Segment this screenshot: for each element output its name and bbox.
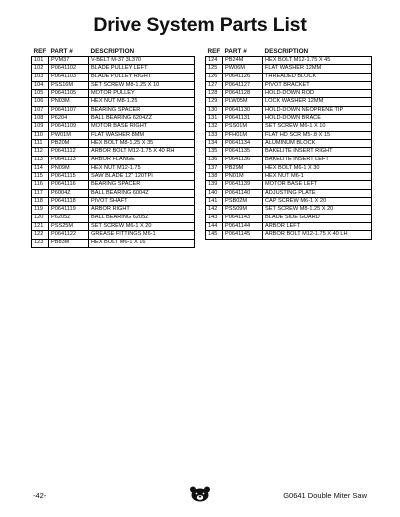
description-cell: HEX BOLT M6-1 X 16 [89,239,195,247]
description-cell: SET SCREW M8-1.25 X 10 [89,81,195,89]
ref-cell: 103 [32,73,49,81]
table-row [206,214,372,222]
description-cell: ADJUSTING PLATE [263,189,372,197]
part-number-cell: P0641109 [49,123,89,131]
description-cell: THREADED BLOCK [263,73,372,81]
table-row [32,123,195,131]
description-cell: GREASE FITTINGS M6-1 [89,231,195,239]
description-cell: BEARING SPACER [89,106,195,114]
description-cell: ARBOR BOLT M12-1.75 X 40 RH [89,148,195,156]
table-row [32,222,195,230]
description-cell: V-BELT M-37 3L370 [89,57,195,65]
ref-cell: 114 [32,164,49,172]
description-cell: MOTOR BASE RIGHT [89,123,195,131]
part-number-cell: P0641102 [49,65,89,73]
ref-cell: 135 [206,148,223,156]
part-number-cell: P0641128 [223,90,263,98]
part-number-cell: P0641122 [49,231,89,239]
description-cell: HEX NUT M6-1 [263,173,372,181]
header-part: PART # [223,45,263,57]
part-number-cell: P0641112 [49,148,89,156]
ref-cell: 117 [32,189,49,197]
description-cell: BALL BEARING 6204ZZ [89,115,195,123]
ref-cell: 110 [32,131,49,139]
header-part: PART # [49,45,89,57]
table-row [206,156,372,164]
table-row [32,106,195,114]
ref-cell: 132 [206,123,223,131]
ref-cell: 116 [32,181,49,189]
ref-cell: 104 [32,81,49,89]
ref-cell: 112 [32,148,49,156]
table-header-row [206,45,372,57]
part-number-cell: P0641116 [49,181,89,189]
table-row [32,181,195,189]
table-row [32,90,195,98]
ref-cell: 145 [206,231,223,239]
ref-cell: 130 [206,106,223,114]
parts-table-right [205,45,372,240]
table-row [32,239,195,247]
ref-cell: 129 [206,98,223,106]
ref-cell: 133 [206,131,223,139]
part-number-cell: PW06M [223,65,263,73]
description-cell: LOCK WASHER 12MM [263,98,372,106]
description-cell: FLAT WASHER 12MM [263,65,372,73]
description-cell: PIVOT SHAFT [89,198,195,206]
description-cell: ARBOR LEFT [263,222,372,230]
table-row [32,164,195,172]
description-cell: HOLD-DOWN NEOPRENE TIP [263,106,372,114]
table-row [32,115,195,123]
part-number-cell: PB24M [223,57,263,65]
table-row [206,57,372,65]
part-number-cell: PN09M [49,164,89,172]
ref-cell: 144 [206,222,223,230]
ref-cell: 121 [32,222,49,230]
table-row [32,173,195,181]
table-row [32,57,195,65]
part-number-cell: PSB02M [223,198,263,206]
part-number-cell: PB29M [223,164,263,172]
ref-cell: 139 [206,181,223,189]
part-number-cell: P0641126 [223,73,263,81]
description-cell: BLADE PULLEY LEFT [89,65,195,73]
ref-cell: 107 [32,106,49,114]
part-number-cell: P0641115 [49,173,89,181]
table-row [206,164,372,172]
table-row [206,231,372,239]
table-row [32,73,195,81]
part-number-cell: PSS25M [49,222,89,230]
part-number-cell: PW01M [49,131,89,139]
ref-cell: 111 [32,139,49,147]
page-number: -42- [33,491,47,500]
description-cell: FLAT WASHER 8MM [89,131,195,139]
ref-cell: 113 [32,156,49,164]
part-number-cell: P0641136 [223,156,263,164]
ref-cell: 105 [32,90,49,98]
ref-cell: 109 [32,123,49,131]
table-row [206,123,372,131]
ref-cell: 125 [206,65,223,73]
ref-cell: 138 [206,173,223,181]
ref-cell: 115 [32,173,49,181]
description-cell: BALL BEARING 6205Z [89,214,195,222]
description-cell: BEARING SPACER [89,181,195,189]
table-row [32,231,195,239]
part-number-cell: P6205Z [49,214,89,222]
description-cell: BLADE PULLEY RIGHT [89,73,195,81]
parts-table-left [31,45,195,248]
part-number-cell: P6204 [49,115,89,123]
table-row [206,81,372,89]
table-row [32,206,195,214]
ref-cell: 123 [32,239,49,247]
parts-table-left-body [32,57,195,248]
description-cell: ARBOR BOLT M12-1.75 X 40 LH [263,231,372,239]
part-number-cell: P0641118 [49,198,89,206]
header-ref: REF [206,45,223,57]
part-number-cell: P0641127 [223,81,263,89]
description-cell: PIVOT BRACKET [263,81,372,89]
table-row [206,181,372,189]
ref-cell: 131 [206,115,223,123]
table-row [32,81,195,89]
table-header-row [32,45,195,57]
ref-cell: 108 [32,115,49,123]
header-ref: REF [32,45,49,57]
table-row [206,65,372,73]
description-cell: SET SCREW M6-1 X 10 [263,123,372,131]
ref-cell: 119 [32,206,49,214]
part-number-cell: P0641145 [223,231,263,239]
part-number-cell: P0641135 [223,148,263,156]
part-number-cell: P0641143 [223,214,263,222]
description-cell: HEX NUT M12-1.75 [89,164,195,172]
part-number-cell: PFH01M [223,131,263,139]
parts-table-right-body [206,57,372,240]
description-cell: HEX NUT M8-1.25 [89,98,195,106]
table-row [206,115,372,123]
description-cell: ARBOR FLANGE [89,156,195,164]
description-cell: MOTOR PULLEY [89,90,195,98]
table-row [32,198,195,206]
part-number-cell: P0641103 [49,73,89,81]
table-row [206,206,372,214]
part-number-cell: P6004Z [49,189,89,197]
description-cell: SAW BLADE 12" 120TPI [89,173,195,181]
description-cell: HEX BOLT M6-1 X 30 [263,164,372,172]
part-number-cell: P0641140 [223,189,263,197]
table-row [32,148,195,156]
description-cell: BAKELITE INSERT RIGHT [263,148,372,156]
table-row [206,90,372,98]
part-number-cell: P0641113 [49,156,89,164]
description-cell: ALUMINUM BLOCK [263,139,372,147]
part-number-cell: PSS16M [49,81,89,89]
ref-cell: 127 [206,81,223,89]
description-cell: SET SCREW M6-1 X 20 [89,222,195,230]
ref-cell: 106 [32,98,49,106]
ref-cell: 128 [206,90,223,98]
table-row [32,131,195,139]
table-row [206,148,372,156]
table-row [32,98,195,106]
table-row [206,189,372,197]
ref-cell: 142 [206,206,223,214]
description-cell: FLAT HD SCR M5-.8 X 15 [263,131,372,139]
table-row [32,189,195,197]
part-number-cell: P0641107 [49,106,89,114]
description-cell: BALL BEARING 6004Z [89,189,195,197]
part-number-cell: PB83M [49,239,89,247]
part-number-cell: P0641131 [223,115,263,123]
ref-cell: 140 [206,189,223,197]
part-number-cell: PN01M [223,173,263,181]
ref-cell: 141 [206,198,223,206]
ref-cell: 124 [206,57,223,65]
description-cell: CAP SCREW M6-1 X 20 [263,198,372,206]
table-row [32,65,195,73]
ref-cell: 102 [32,65,49,73]
part-number-cell: P0641130 [223,106,263,114]
ref-cell: 120 [32,214,49,222]
table-row [206,198,372,206]
ref-cell: 134 [206,139,223,147]
description-cell: HEX BOLT M8-1.25 X 35 [89,139,195,147]
ref-cell: 137 [206,164,223,172]
header-description: DESCRIPTION [89,45,195,57]
description-cell: HOLD-DOWN BRACE [263,115,372,123]
table-row [32,156,195,164]
ref-cell: 122 [32,231,49,239]
header-description: DESCRIPTION [263,45,372,57]
table-row [206,131,372,139]
part-number-cell: PVM37 [49,57,89,65]
ref-cell: 143 [206,214,223,222]
table-row [206,173,372,181]
description-cell: BAKELITE INSERT LEFT [263,156,372,164]
ref-cell: 118 [32,198,49,206]
page-title: Drive System Parts List [93,14,307,36]
table-row [206,73,372,81]
table-row [206,98,372,106]
part-number-cell: P0641119 [49,206,89,214]
model-name: G0641 Double Miter Saw [283,491,367,500]
part-number-cell: P0641105 [49,90,89,98]
table-row [32,214,195,222]
part-number-cell: PN03M [49,98,89,106]
description-cell: ARBOR RIGHT [89,206,195,214]
table-row [206,106,372,114]
description-cell: HEX BOLT M12-1.75 X 45 [263,57,372,65]
part-number-cell: PB20M [49,139,89,147]
bear-head-logo-icon [189,486,211,502]
description-cell: SET SCREW M8-1.25 X 20 [263,206,372,214]
ref-cell: 136 [206,156,223,164]
table-row [32,139,195,147]
part-number-cell: PSS09M [223,206,263,214]
part-number-cell: P0641134 [223,139,263,147]
ref-cell: 126 [206,73,223,81]
description-cell: BLADE SIDE GUARD [263,214,372,222]
part-number-cell: PSS01M [223,123,263,131]
ref-cell: 101 [32,57,49,65]
part-number-cell: P0641139 [223,181,263,189]
description-cell: HOLD-DOWN ROD [263,90,372,98]
table-row [206,139,372,147]
table-row [206,222,372,230]
part-number-cell: P0641144 [223,222,263,230]
description-cell: MOTOR BASE LEFT [263,181,372,189]
part-number-cell: PLW05M [223,98,263,106]
